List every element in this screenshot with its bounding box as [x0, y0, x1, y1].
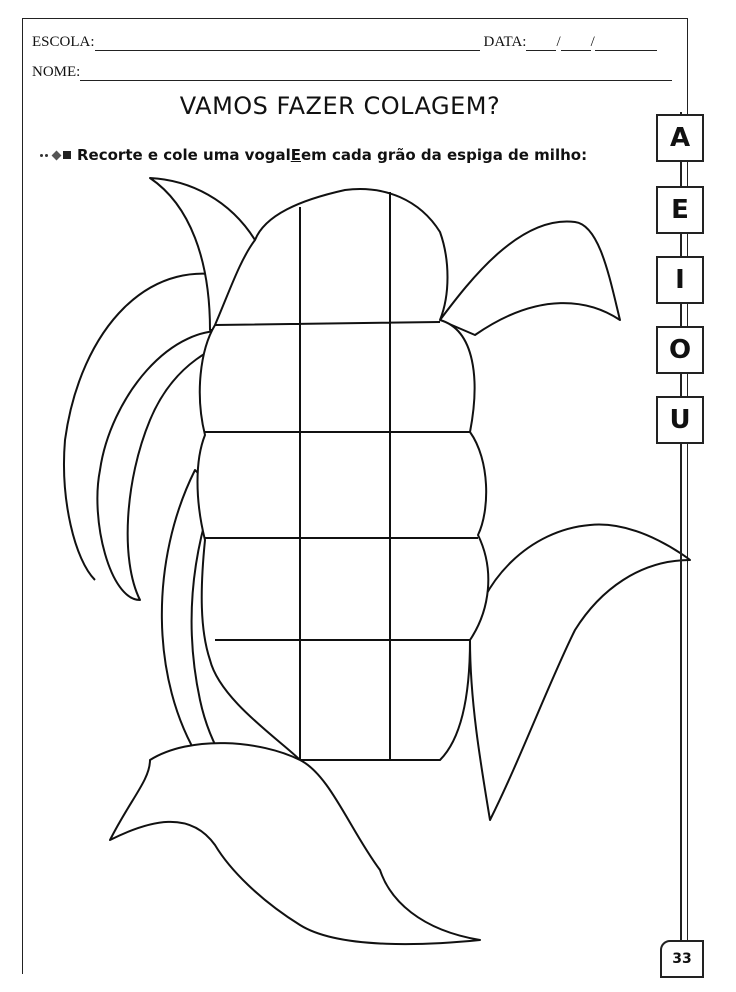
date-separator-2: / — [590, 34, 595, 50]
vowel-card-o[interactable]: O — [656, 326, 704, 374]
vowel-card-e[interactable]: E — [656, 186, 704, 234]
instruction-text-before: Recorte e cole uma vogal — [77, 146, 291, 164]
vowel-card-a[interactable]: A — [656, 114, 704, 162]
date-separator-1: / — [556, 34, 561, 50]
school-label: ESCOLA: — [32, 34, 95, 50]
vowel-card-i[interactable]: I — [656, 256, 704, 304]
corn-cob — [198, 189, 489, 760]
vowel-card-u[interactable]: U — [656, 396, 704, 444]
corn-leaf-right — [470, 525, 690, 820]
page-title: VAMOS FAZER COLAGEM? — [179, 92, 501, 120]
instruction-text-after: em cada grão da espiga de milho: — [301, 146, 588, 164]
date-label: DATA: — [483, 34, 527, 50]
name-label: NOME: — [32, 64, 81, 80]
instruction-vowel: E — [290, 146, 301, 164]
corn-husk-top-right — [440, 221, 620, 335]
page-number: 33 — [660, 940, 704, 978]
vowel-strip-line — [680, 112, 682, 952]
corn-husk-bottom — [110, 743, 480, 944]
